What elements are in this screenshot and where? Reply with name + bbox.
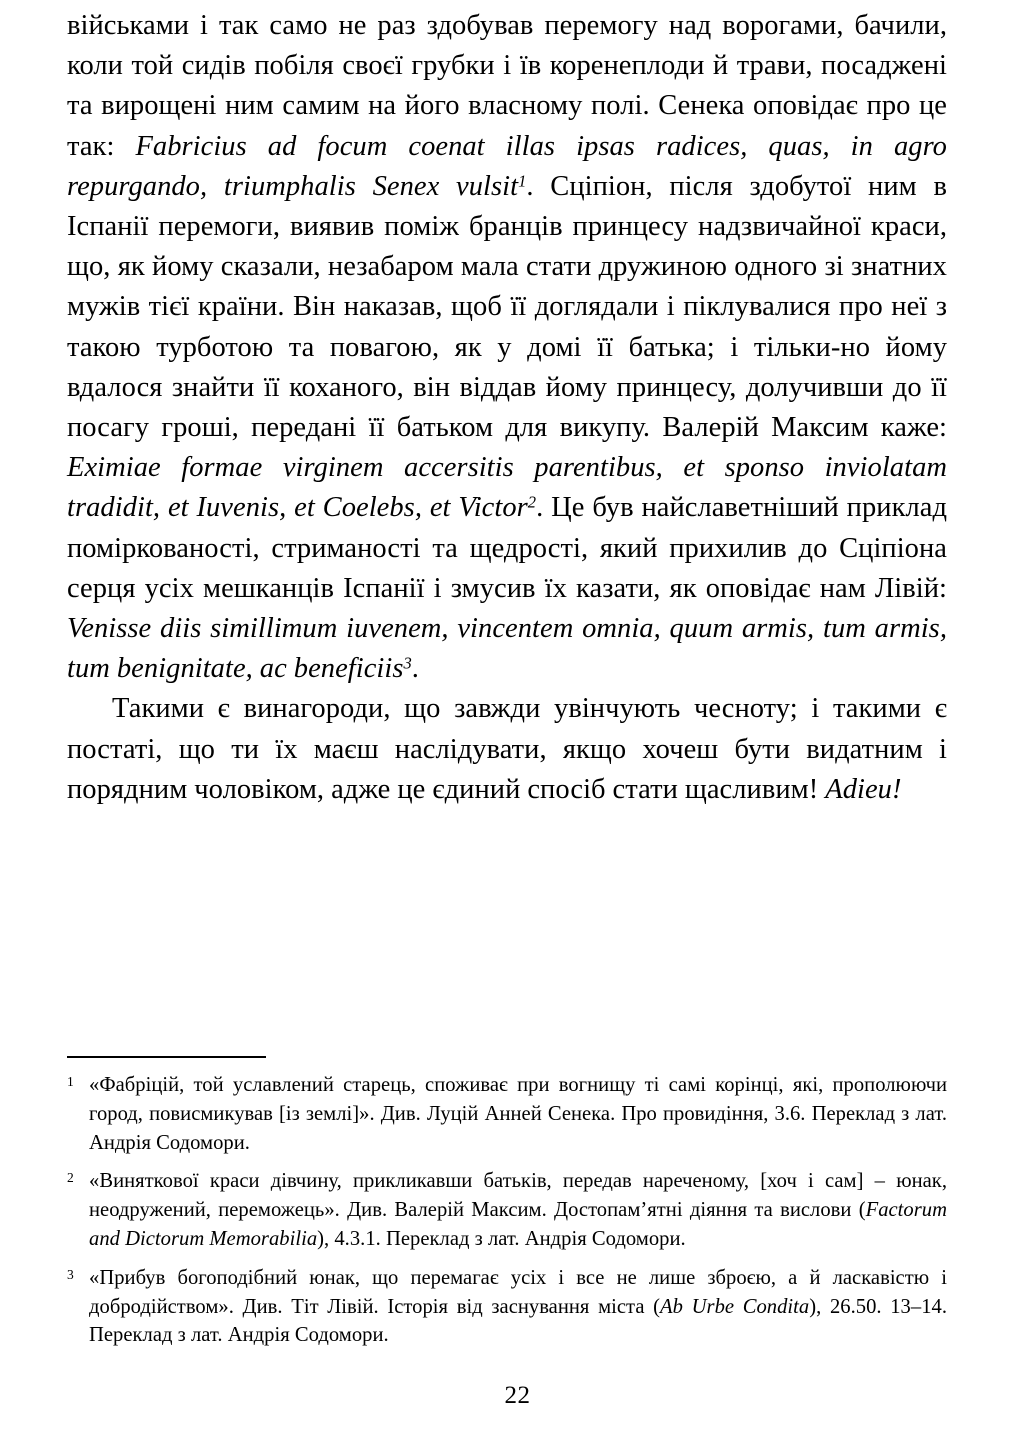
text-run: . Це був найславетніший приклад поміркованості, стриманості та щедрості, який прихилив до Сціпіона серця усіх мешканців Іспанії і змусив їх казати, як оповідає нам Лівій: — [67, 492, 948, 604]
footnote-3 — [67, 1264, 947, 1350]
footnote-reference-2[interactable]: 2 — [527, 492, 537, 512]
footnote-marker-3: 3 — [67, 1266, 74, 1282]
text-run: «Прибув богоподібний юнак, що перемагає усіх і все не лише зброєю, а й ласкавістю і добродійством». Див. Тіт Лівій. Історія від заснування міста ( — [89, 1266, 947, 1318]
footnote-section — [67, 1056, 947, 1350]
text-run: «Фабріцій, той уславлений старець, споживає при вогнищу ті самі корінці, які, прополюючи город, повисмикував [із землі]». Див. Луцій Анней Сенека. Про провидіння, 3.6. Переклад з лат. Андрія Содомори. — [89, 1074, 947, 1154]
footnote-reference-3[interactable]: 3 — [403, 653, 412, 673]
paragraph-1 — [67, 6, 947, 689]
text-run: . Сціпіон, після здобутої ним в Іспанії перемоги, виявив поміж бранців принцесу надзвичайної краси, що, як йому сказали, незабаром мала стати дружиною одного зі знатних мужів тієї країни. Він наказав, щоб її доглядали і піклувалися про неї з такою турботою та повагою, як у домі її батька; і тільки-но йому вдалося знайти її коханого, він віддав йому принцесу, долучивши до її посагу гроші, передані її батьком для викупу. Валерій Максим каже: — [67, 170, 947, 444]
text-run: ), 4.3.1. Переклад з лат. Андрія Содомори. — [317, 1227, 686, 1250]
latin-quotation: Eximiae formae virginem accersitis parentibus, et sponso inviolatam tradidit, et Iuvenis, et Coelebs, et Victor$^2$ — [67, 452, 947, 524]
text-run: «Виняткової краси дівчину, прикликавши батьків, передав нареченому, [хоч і сам] – юнак, неодружений, переможець». Див. Валерій Максим. Достопам’ятні діяння та вислови ( — [89, 1170, 947, 1222]
footnote-reference-1[interactable]: 1 — [518, 171, 527, 191]
footnote-marker-2: 2 — [67, 1170, 74, 1186]
page-number: 22 — [504, 1382, 531, 1409]
footnote-marker-1: 1 — [67, 1074, 74, 1089]
text-run: Такими є винагороди, що завжди увінчують чесноту; і такими є постаті, що ти їх маєш наслідувати, якщо хочеш бути видатним і порядним чоловіком, адже це єдиний спосіб стати щасливим! — [67, 693, 947, 805]
latin-quotation: Ab Urbe Condita — [660, 1295, 810, 1318]
latin-quotation: Venisse diis simillimum iuvenem, vincentem omnia, quum armis, tum armis, tum benignitate, ac beneficiis$^3$ — [67, 613, 947, 685]
latin-quotation: Fabricius ad focum coenat illas ipsas radices, quas, in agro repurgando, triumphalis Senex vulsit$^1$ — [67, 130, 947, 202]
footnote-2 — [67, 1167, 947, 1253]
footnote-separator-rule — [67, 1056, 266, 1058]
footnote-1 — [67, 1071, 947, 1157]
text-run: військами і так само не раз здобував перемогу над ворогами, бачили, коли той сидів побіля своєї грубки і їв коренеплоди й трави, посаджені та вирощені ним самим на його власному полі. Сенека оповідає про це так: — [67, 10, 947, 162]
paragraph-2 — [67, 689, 947, 810]
footnote-list — [67, 1071, 947, 1350]
latin-quotation: Adieu! — [825, 773, 902, 805]
latin-quotation: Factorum and Dictorum Memorabilia — [89, 1199, 947, 1250]
text-run: . — [411, 653, 419, 685]
text-run: ), 26.50. 13–14. Переклад з лат. Андрія Содомори. — [89, 1295, 947, 1347]
body-text-block — [67, 6, 947, 810]
